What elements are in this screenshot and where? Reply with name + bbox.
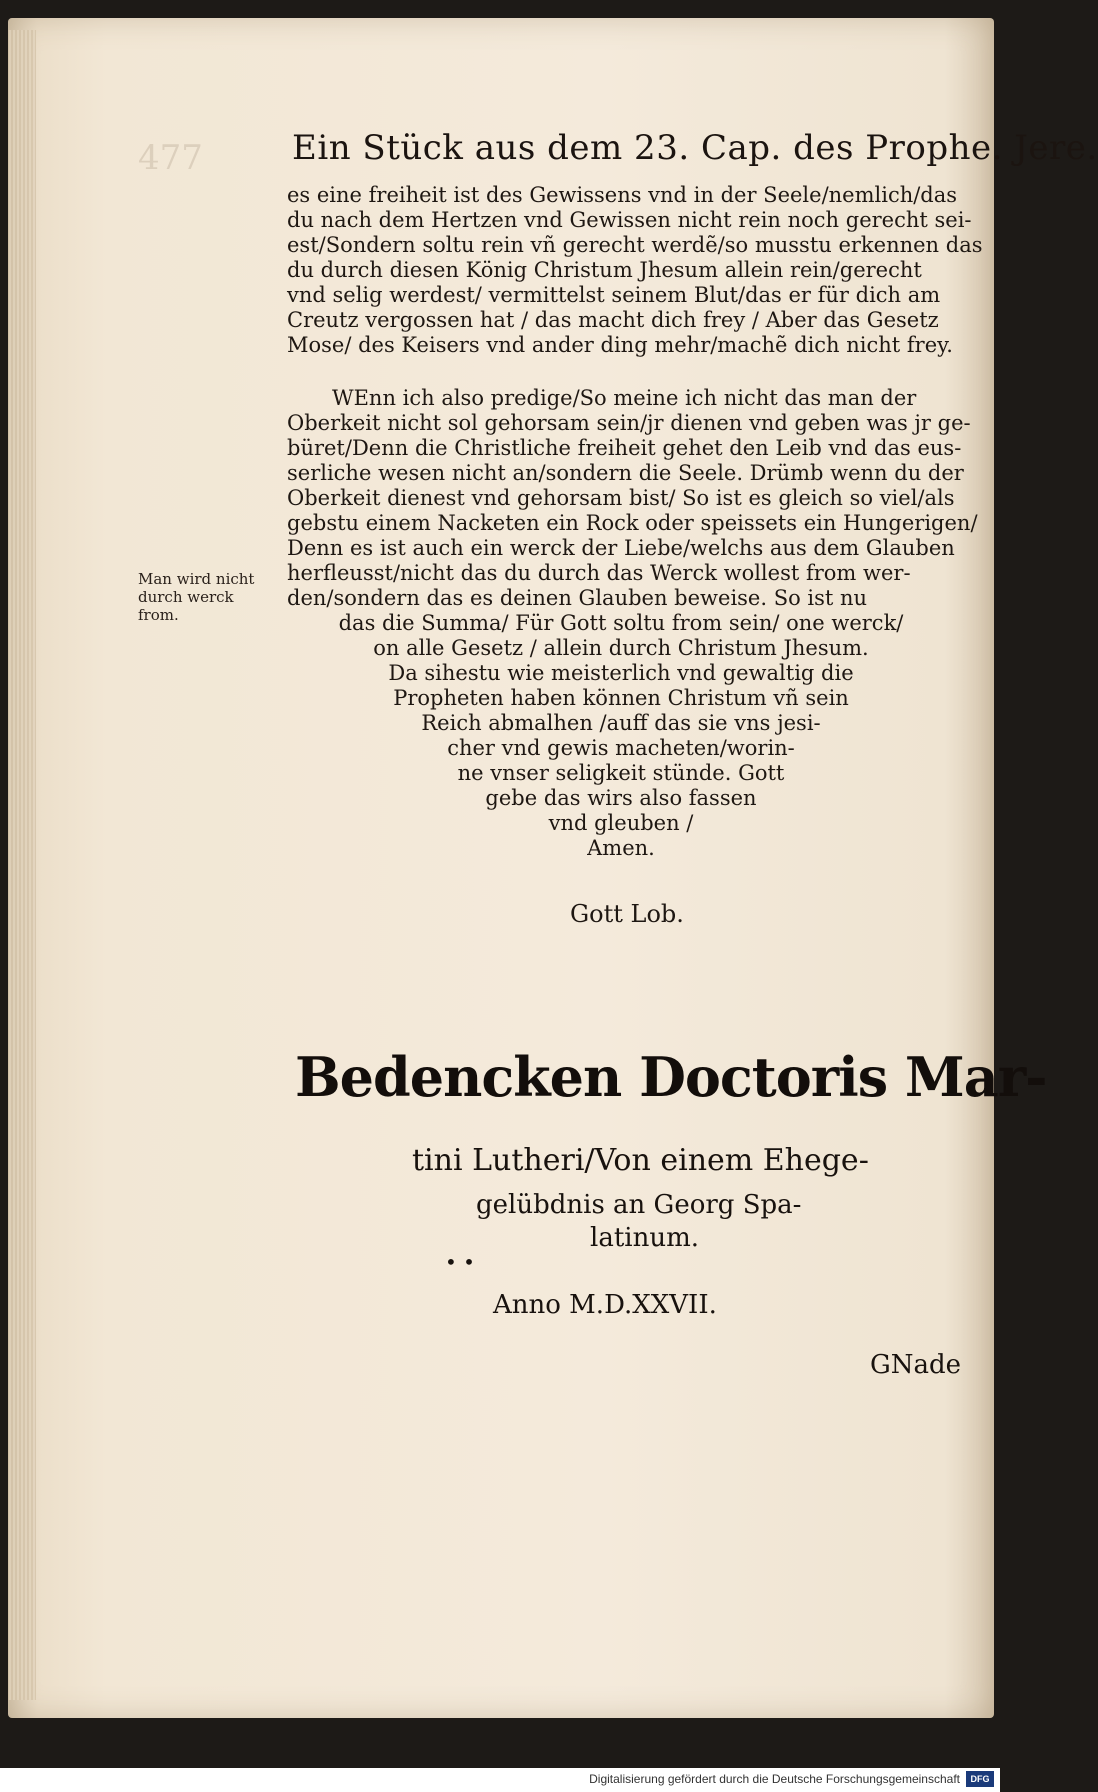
taper-line: Amen. — [587, 836, 655, 860]
text-line: es eine freiheit ist des Gewissens vnd in der Seele/nemlich/das — [287, 183, 958, 207]
text-line: Oberkeit nicht sol gehorsam sein/jr dienen vnd geben was jr ge- — [287, 411, 971, 435]
body-text — [287, 183, 983, 861]
taper-line: Da sihestu wie meisterlich vnd gewaltig die — [388, 661, 854, 685]
text-line: Oberkeit dienest vnd gehorsam bist/ So ist es gleich so viel/als — [287, 486, 955, 510]
taper-line: Reich abmalhen /auff das sie vns jesi- — [421, 711, 821, 735]
text-line: Denn es ist auch ein werck der Liebe/welchs aus dem Glauben — [287, 536, 955, 560]
section-title: Bedencken Doctoris Mar- — [295, 1045, 1047, 1109]
text-line: Mose/ des Keisers vnd ander ding mehr/machẽ dich nicht frey. — [287, 333, 953, 357]
text-line: den/sondern das es deinen Glauben beweise. So ist nu — [287, 586, 868, 610]
date-line: Anno M.D.XXVII. — [493, 1290, 717, 1320]
text-line: herfleusst/nicht das du durch das Werck wollest from wer- — [287, 561, 911, 585]
text-line: est/Sondern soltu rein vñ gerecht werdẽ/so musstu erkennen das — [287, 233, 983, 257]
taper-line: das die Summa/ Für Gott soltu from sein/ one werck/ — [338, 611, 904, 635]
marginal-line: from. — [138, 606, 179, 624]
taper-line: on alle Gesetz / allein durch Christum Jhesum. — [373, 636, 869, 660]
marginal-line: durch werck — [138, 588, 234, 606]
text-line: du durch diesen König Christum Jhesum allein rein/gerecht — [287, 258, 922, 282]
paragraph-1 — [287, 183, 983, 358]
marginal-line: Man wird nicht — [138, 570, 255, 588]
text-line: büret/Denn die Christliche freiheit gehet den Leib vnd das eus- — [287, 436, 962, 460]
marginal-note — [138, 570, 288, 624]
section-title-line-2: tini Lutheri/Von einem Ehege- — [412, 1143, 869, 1178]
running-head: Ein Stück aus dem 23. Cap. des Prophe. Jere. — [292, 128, 1098, 168]
page-edges — [8, 30, 36, 1700]
section-title-line-3: gelübdnis an Georg Spa- — [476, 1190, 802, 1220]
footer-credit: Digitalisierung gefördert durch die Deutsche Forschungsgemeinschaft — [589, 1772, 960, 1786]
section-title-line-4: latinum. — [590, 1223, 699, 1253]
text-line: vnd selig werdest/ vermittelst seinem Blut/das er für dich am — [287, 283, 941, 307]
text-line-initial: WEnn ich also predige/So meine ich nicht das man der — [332, 386, 917, 410]
dfg-logo-icon: DFG — [966, 1771, 994, 1787]
paragraph-gap — [287, 358, 955, 386]
catchword: GNade — [870, 1350, 962, 1380]
text-line: du nach dem Hertzen vnd Gewissen nicht rein noch gerecht sei- — [287, 208, 972, 232]
text-line: Creutz vergossen hat / das macht dich frey / Aber das Gesetz — [287, 308, 939, 332]
taper-line: cher vnd gewis macheten/worin- — [447, 736, 795, 760]
text-line: gebstu einem Nacketen ein Rock oder speissets ein Hungerigen/ — [287, 511, 978, 535]
closing-phrase: Gott Lob. — [570, 900, 684, 928]
text-line: serliche wesen nicht an/sondern die Seele. Drümb wenn du der — [287, 461, 964, 485]
ornament-dots: • • — [445, 1250, 475, 1274]
taper-line: gebe das wirs also fassen — [485, 786, 757, 810]
taper-line: vnd gleuben / — [548, 811, 694, 835]
taper-line: Propheten haben können Christum vñ sein — [393, 686, 849, 710]
ghost-folio-number: 477 — [138, 138, 203, 178]
paragraph-2-taper — [287, 611, 955, 861]
paragraph-2 — [287, 386, 978, 611]
taper-line: ne vnser seligkeit stünde. Gott — [457, 761, 785, 785]
